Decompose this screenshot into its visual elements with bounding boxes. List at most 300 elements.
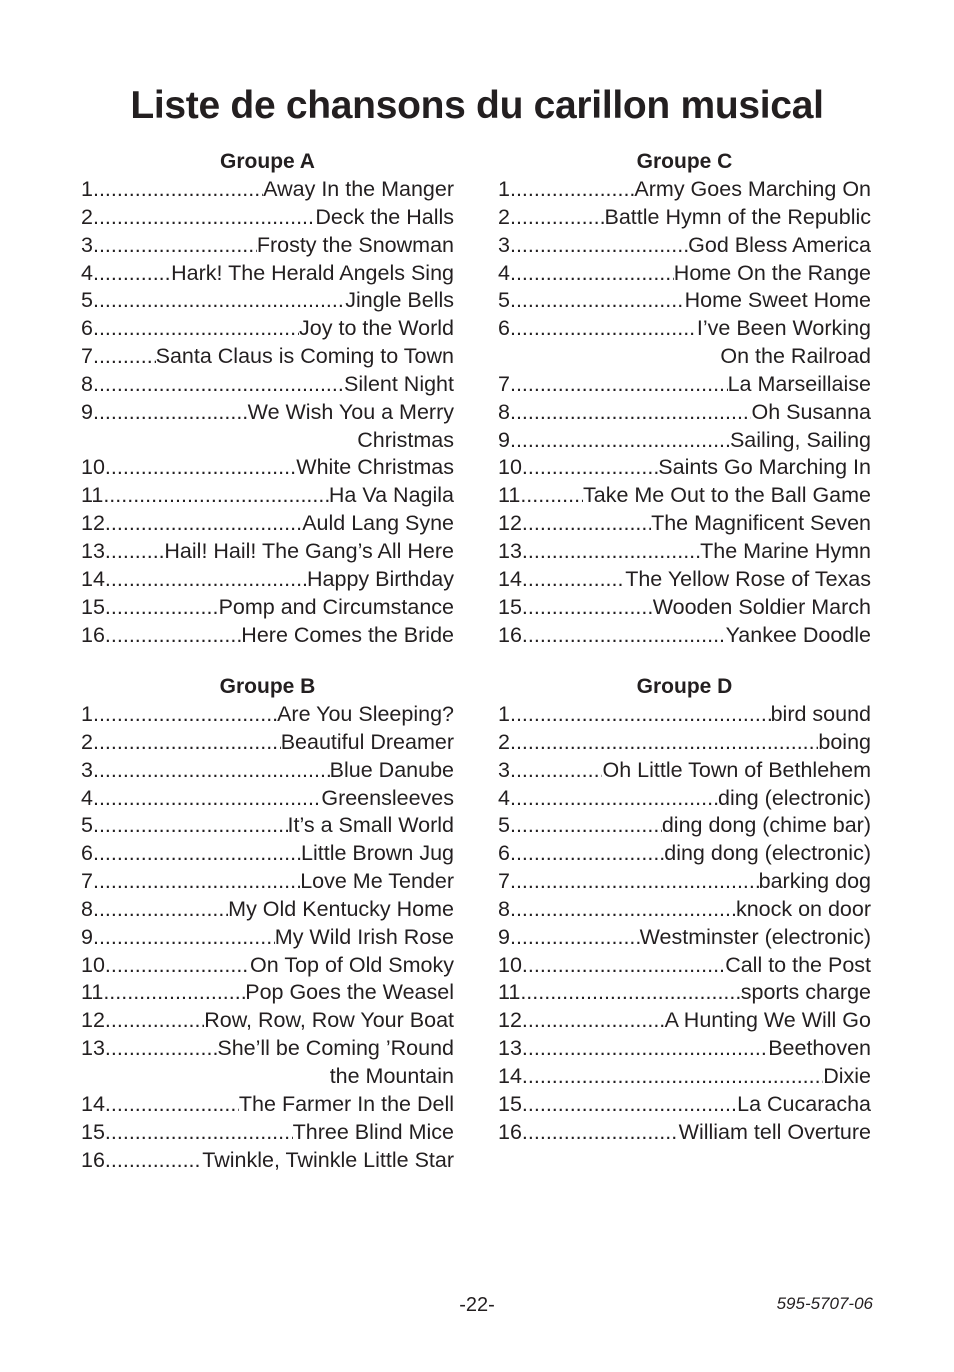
dot-leader [105, 1147, 202, 1175]
dot-leader [510, 757, 603, 785]
song-item [81, 287, 454, 315]
song-item [81, 566, 454, 594]
song-line [81, 538, 454, 566]
song-title: Love Me Tender [300, 869, 454, 894]
song-line [81, 1035, 454, 1063]
song-number: 6 [81, 316, 93, 341]
dot-leader [93, 701, 277, 729]
song-line [498, 757, 871, 785]
dot-leader [510, 204, 605, 232]
dot-leader [105, 1091, 239, 1119]
song-title: ding dong (chime bar) [661, 813, 871, 838]
song-title: Here Comes the Bride [241, 622, 454, 647]
song-line [498, 896, 871, 924]
song-list [81, 701, 454, 1174]
song-item [498, 510, 871, 538]
song-item [81, 594, 454, 622]
dot-leader [510, 260, 674, 288]
dot-leader [510, 315, 697, 343]
dot-leader [93, 896, 228, 924]
song-item [81, 538, 454, 566]
song-line [81, 622, 454, 650]
song-line [81, 952, 454, 980]
song-item [81, 1147, 454, 1175]
group-a [81, 148, 454, 649]
song-item [498, 427, 871, 455]
song-title: Twinkle, Twinkle Little Star [202, 1147, 454, 1172]
song-number: 12 [498, 1008, 522, 1033]
dot-leader [105, 1007, 204, 1035]
song-line [81, 566, 454, 594]
song-title: The Marine Hymn [700, 538, 871, 563]
song-number: 7 [81, 344, 93, 369]
song-item [498, 176, 871, 204]
song-item [81, 924, 454, 952]
song-number: 16 [81, 1147, 105, 1172]
song-item [498, 622, 871, 650]
song-number: 10 [81, 455, 105, 480]
dot-leader [93, 315, 299, 343]
song-title: Take Me Out to the Ball Game [583, 483, 871, 508]
song-number: 5 [498, 813, 510, 838]
song-number: 14 [498, 566, 522, 591]
song-line [81, 701, 454, 729]
dot-leader [510, 729, 818, 757]
song-line [498, 840, 871, 868]
song-item [498, 287, 871, 315]
song-title: Deck the Halls [315, 204, 454, 229]
song-line [81, 868, 454, 896]
song-item [498, 1007, 871, 1035]
dot-leader [93, 729, 281, 757]
song-title: Ha Va Nagila [328, 483, 454, 508]
group-a-heading: Groupe A [220, 150, 315, 173]
song-line [81, 343, 454, 371]
song-number: 13 [498, 1036, 522, 1061]
song-line [81, 371, 454, 399]
song-title: Beautiful Dreamer [280, 729, 454, 754]
dot-leader [510, 924, 640, 952]
song-item [81, 785, 454, 813]
song-line [498, 701, 871, 729]
song-line [498, 538, 871, 566]
song-title-continuation: On the Railroad [720, 344, 871, 369]
song-number: 14 [81, 566, 105, 591]
song-number: 1 [81, 702, 93, 726]
dot-leader [93, 757, 330, 785]
song-line [81, 454, 454, 482]
song-number: 15 [81, 1119, 105, 1144]
dot-leader [105, 510, 302, 538]
song-title: ding dong (electronic) [664, 841, 871, 866]
dot-leader [93, 204, 315, 232]
song-item [81, 868, 454, 896]
song-title: Battle Hymn of the Republic [604, 204, 871, 229]
song-number: 8 [81, 371, 93, 396]
song-title: Auld Lang Syne [302, 511, 454, 536]
document-code: 595-5707-06 [776, 1294, 873, 1313]
song-item [498, 482, 871, 510]
song-number: 13 [81, 1036, 105, 1061]
song-item [498, 454, 871, 482]
song-title: Home Sweet Home [684, 288, 871, 313]
dot-leader [105, 594, 219, 622]
song-line [81, 176, 454, 204]
dot-leader [103, 979, 245, 1007]
song-item [498, 204, 871, 232]
dot-leader [93, 812, 288, 840]
song-title: It’s a Small World [287, 813, 454, 838]
song-number: 2 [498, 204, 510, 229]
song-item [81, 260, 454, 288]
song-item [81, 454, 454, 482]
dot-leader [105, 952, 250, 980]
song-line [498, 482, 871, 510]
dot-leader [520, 979, 740, 1007]
song-title-continuation: the Mountain [329, 1063, 454, 1088]
song-list [498, 701, 871, 1147]
song-number: 1 [498, 702, 510, 726]
dot-leader [522, 510, 651, 538]
song-title: The Magnificent Seven [651, 511, 871, 536]
song-title: My Wild Irish Rose [274, 924, 454, 949]
song-line [81, 260, 454, 288]
dot-leader [510, 287, 685, 315]
song-number: 8 [81, 896, 93, 921]
song-item [81, 176, 454, 204]
song-item [81, 1007, 454, 1035]
song-line [81, 729, 454, 757]
song-line [81, 1007, 454, 1035]
song-title: Oh Susanna [751, 399, 871, 424]
song-number: 12 [81, 511, 105, 536]
song-title: Hark! The Herald Angels Sing [171, 260, 454, 285]
song-title: Silent Night [344, 371, 454, 396]
song-title: Blue Danube [329, 757, 454, 782]
song-line [81, 840, 454, 868]
song-number: 11 [498, 483, 521, 508]
dot-leader [522, 1119, 679, 1147]
song-title: Three Blind Mice [292, 1119, 454, 1144]
song-number: 4 [498, 785, 510, 810]
song-number: 5 [498, 288, 510, 313]
song-item [81, 1035, 454, 1091]
dot-leader [522, 1007, 665, 1035]
group-d [498, 673, 871, 1147]
song-line [498, 371, 871, 399]
song-line [81, 510, 454, 538]
song-number: 5 [81, 288, 93, 313]
song-item [81, 371, 454, 399]
dot-leader [522, 566, 625, 594]
song-title: Jingle Bells [345, 288, 454, 313]
song-title: Row, Row, Row Your Boat [204, 1008, 454, 1033]
song-number: 15 [498, 594, 522, 619]
song-item [498, 896, 871, 924]
song-number: 6 [498, 316, 510, 341]
song-title: Dixie [823, 1063, 871, 1088]
song-line [498, 1119, 871, 1147]
song-title: barking dog [758, 869, 871, 894]
dot-leader [103, 482, 329, 510]
group-b [81, 673, 454, 1174]
song-number: 3 [81, 757, 93, 782]
group-b-heading: Groupe B [219, 675, 316, 698]
song-item [498, 371, 871, 399]
song-number: 13 [81, 538, 105, 563]
dot-leader [105, 566, 307, 594]
song-item [81, 701, 454, 729]
dot-leader [510, 701, 771, 729]
song-number: 7 [81, 869, 93, 894]
song-number: 10 [498, 952, 522, 977]
song-item [498, 260, 871, 288]
dot-leader [93, 924, 275, 952]
song-item [81, 232, 454, 260]
song-title: ding (electronic) [718, 785, 871, 810]
song-line [81, 399, 454, 427]
song-line [498, 979, 871, 1007]
song-item [498, 1063, 871, 1091]
song-line [498, 1063, 871, 1091]
song-number: 3 [81, 232, 93, 257]
song-line [81, 1119, 454, 1147]
song-title: William tell Overture [678, 1119, 871, 1144]
dot-leader [105, 1035, 217, 1063]
song-item [498, 1119, 871, 1147]
song-title: bird sound [770, 702, 871, 726]
song-line [498, 566, 871, 594]
dot-leader [510, 427, 730, 455]
song-line [81, 204, 454, 232]
song-item [498, 538, 871, 566]
dot-leader [522, 594, 653, 622]
song-item [81, 757, 454, 785]
dot-leader [93, 868, 300, 896]
song-item [498, 566, 871, 594]
song-item [498, 594, 871, 622]
dot-leader [520, 482, 583, 510]
dot-leader [105, 622, 241, 650]
dot-leader [510, 399, 752, 427]
song-item [81, 1119, 454, 1147]
song-item [81, 979, 454, 1007]
song-number: 8 [498, 399, 510, 424]
song-line [81, 232, 454, 260]
song-title: On Top of Old Smoky [250, 952, 454, 977]
dot-leader [510, 176, 634, 204]
song-item [498, 979, 871, 1007]
dot-leader [93, 343, 156, 371]
dot-leader [93, 176, 263, 204]
song-item [81, 840, 454, 868]
song-title: She’ll be Coming ’Round [217, 1036, 454, 1061]
song-number: 2 [498, 729, 510, 754]
song-number: 10 [498, 455, 522, 480]
song-item [498, 840, 871, 868]
song-title: Wooden Soldier March [652, 594, 871, 619]
dot-leader [510, 232, 688, 260]
song-title: Pomp and Circumstance [218, 594, 454, 619]
dot-leader [510, 371, 728, 399]
song-line [498, 952, 871, 980]
song-item [498, 868, 871, 896]
song-title: Beethoven [768, 1036, 871, 1061]
dot-leader [522, 1035, 768, 1063]
song-number: 2 [81, 204, 93, 229]
song-number: 11 [498, 980, 521, 1005]
song-number: 6 [498, 841, 510, 866]
dot-leader [522, 952, 725, 980]
song-line [498, 729, 871, 757]
song-item [81, 399, 454, 455]
song-line [498, 1091, 871, 1119]
song-line [81, 896, 454, 924]
song-title: Call to the Post [725, 952, 871, 977]
dot-leader [522, 1063, 823, 1091]
song-title: Pop Goes the Weasel [245, 980, 454, 1005]
song-item [81, 315, 454, 343]
song-title: La Marseillaise [727, 371, 871, 396]
song-list [81, 176, 454, 649]
song-title: My Old Kentucky Home [228, 896, 454, 921]
song-number: 3 [498, 757, 510, 782]
dot-leader [93, 840, 301, 868]
song-number: 8 [498, 896, 510, 921]
song-title: White Christmas [296, 455, 454, 480]
song-title: Joy to the World [299, 316, 454, 341]
song-line [81, 1091, 454, 1119]
song-number: 1 [498, 177, 510, 201]
dot-leader [93, 785, 321, 813]
song-number: 3 [498, 232, 510, 257]
song-line [498, 510, 871, 538]
song-title: Yankee Doodle [725, 622, 871, 647]
song-line [498, 594, 871, 622]
song-line [81, 315, 454, 343]
song-line [498, 454, 871, 482]
song-item [498, 399, 871, 427]
group-d-heading: Groupe D [636, 675, 733, 698]
song-number: 12 [498, 511, 522, 536]
song-title: Oh Little Town of Bethlehem [602, 757, 871, 782]
song-item [498, 1091, 871, 1119]
song-item [81, 510, 454, 538]
song-number: 9 [81, 924, 93, 949]
song-item [498, 315, 871, 371]
song-line [498, 812, 871, 840]
song-number: 6 [81, 841, 93, 866]
dot-leader [93, 260, 171, 288]
song-title: sports charge [740, 980, 871, 1005]
song-title-continuation: Christmas [357, 427, 454, 452]
song-item [498, 924, 871, 952]
song-line [498, 1007, 871, 1035]
song-item [81, 812, 454, 840]
song-number: 4 [81, 785, 93, 810]
song-title: Santa Claus is Coming to Town [155, 344, 454, 369]
dot-leader [510, 785, 718, 813]
song-title: Sailing, Sailing [729, 427, 871, 452]
page-number: -22- [459, 1294, 495, 1316]
song-line [498, 785, 871, 813]
song-item [81, 622, 454, 650]
song-number: 7 [498, 371, 510, 396]
song-number: 16 [81, 622, 105, 647]
song-title: La Cucaracha [737, 1091, 871, 1116]
song-line [81, 757, 454, 785]
song-title: Greensleeves [321, 785, 454, 810]
song-title: A Hunting We Will Go [664, 1008, 871, 1033]
song-item [81, 729, 454, 757]
song-number: 4 [81, 260, 93, 285]
song-item [498, 952, 871, 980]
song-number: 16 [498, 622, 522, 647]
song-item [498, 785, 871, 813]
song-number: 15 [498, 1091, 522, 1116]
song-item [498, 701, 871, 729]
song-line [498, 260, 871, 288]
song-title: Happy Birthday [307, 566, 454, 591]
song-number: 9 [81, 399, 93, 424]
group-c [498, 148, 871, 649]
song-line [498, 427, 871, 455]
dot-leader [522, 454, 658, 482]
song-title: Home On the Range [673, 260, 871, 285]
song-title: Are You Sleeping? [277, 702, 454, 726]
dot-leader [522, 1091, 737, 1119]
song-number: 13 [498, 538, 522, 563]
song-line [498, 287, 871, 315]
song-line [498, 232, 871, 260]
song-item [81, 482, 454, 510]
group-c-heading: Groupe C [636, 150, 733, 173]
dot-leader [522, 538, 700, 566]
song-item [498, 1035, 871, 1063]
song-title: The Farmer In the Dell [238, 1091, 454, 1116]
song-number: 4 [498, 260, 510, 285]
song-number: 12 [81, 1008, 105, 1033]
song-title: Little Brown Jug [301, 841, 454, 866]
song-item [498, 729, 871, 757]
song-line [498, 315, 871, 343]
dot-leader [510, 812, 662, 840]
song-line [498, 924, 871, 952]
song-line [498, 176, 871, 204]
song-line [498, 1035, 871, 1063]
dot-leader [93, 371, 344, 399]
song-number: 7 [498, 869, 510, 894]
dot-leader [522, 622, 726, 650]
dot-leader [93, 232, 257, 260]
song-item [81, 204, 454, 232]
song-item [81, 1091, 454, 1119]
dot-leader [93, 287, 345, 315]
song-item [81, 896, 454, 924]
song-number: 2 [81, 729, 93, 754]
song-number: 11 [81, 483, 104, 508]
song-title: Frosty the Snowman [256, 232, 454, 257]
song-number: 11 [81, 980, 104, 1005]
song-item [81, 343, 454, 371]
song-line [81, 812, 454, 840]
dot-leader [105, 454, 296, 482]
song-line [81, 924, 454, 952]
song-number: 1 [81, 177, 93, 201]
song-item [498, 812, 871, 840]
song-title: God Bless America [688, 232, 871, 257]
song-title: I’ve Been Working [696, 316, 871, 341]
